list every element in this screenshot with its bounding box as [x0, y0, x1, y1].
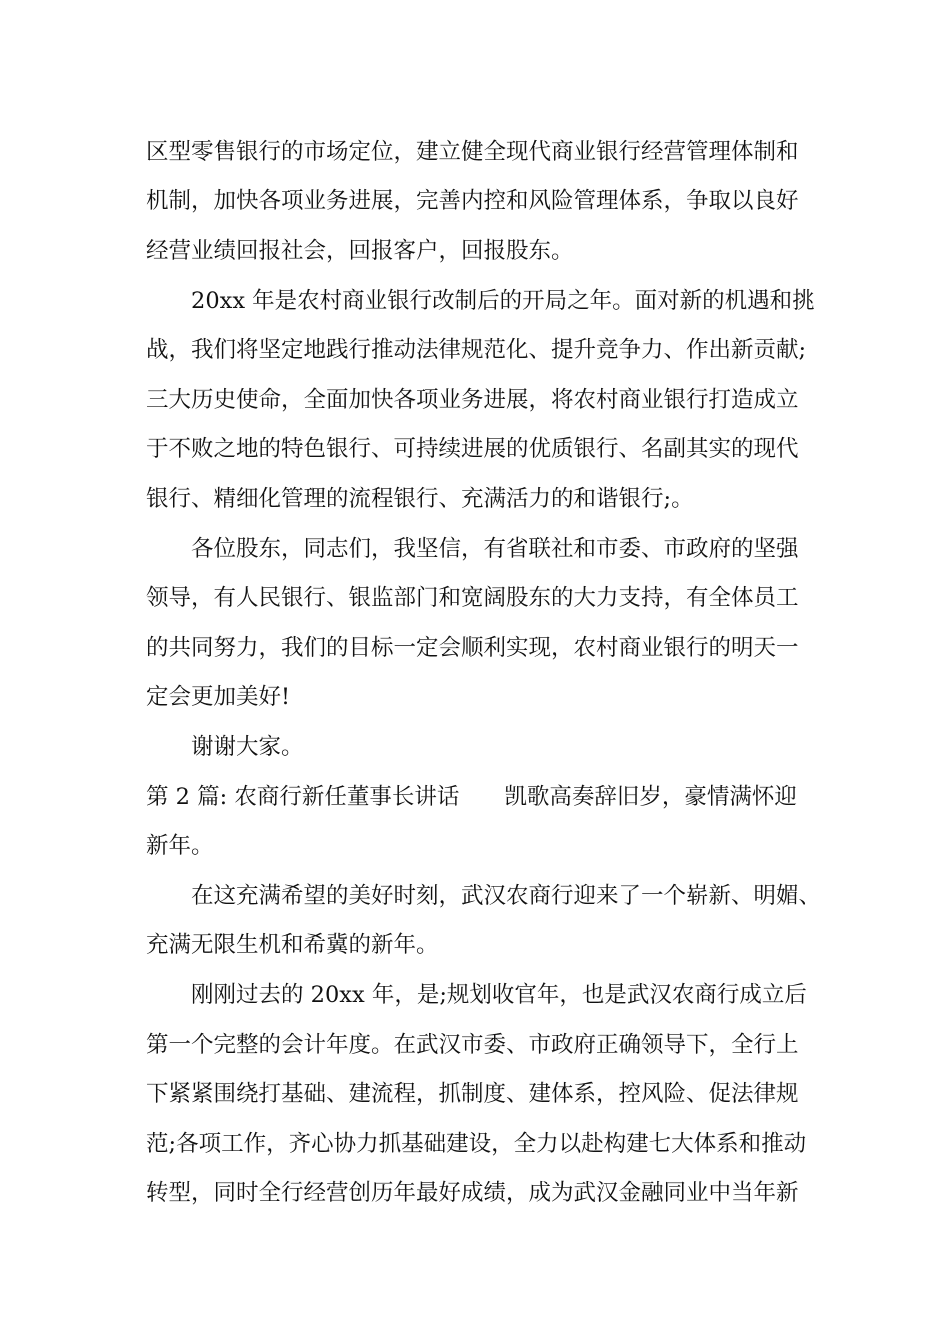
text-line: 的共同努力，我们的目标一定会顺利实现，农村商业银行的明天一: [146, 635, 799, 661]
text-line: 充满无限生机和希冀的新年。: [146, 932, 439, 958]
text-line: 谢谢大家。: [191, 734, 304, 760]
section-heading: 第 2 篇: 农商行新任董事长讲话 凯歌高奏辞旧岁，豪情满怀迎: [146, 784, 797, 810]
text-line: 机制，加快各项业务进展，完善内控和风险管理体系，争取以良好: [146, 188, 799, 214]
text-line: 定会更加美好!: [146, 684, 291, 710]
text-line: 刚刚过去的 20xx 年，是;规划收官年，也是武汉农商行成立后: [191, 982, 807, 1008]
text-line: 三大历史使命，全面加快各项业务进展，将农村商业银行打造成立: [146, 387, 799, 413]
text-line: 新年。: [146, 833, 214, 859]
text-line: 20xx 年是农村商业银行改制后的开局之年。面对新的机遇和挑: [191, 288, 815, 314]
text-line: 领导，有人民银行、银监部门和宽阔股东的大力支持，有全体员工: [146, 585, 799, 611]
text-line: 下紧紧围绕打基础、建流程，抓制度、建体系，控风险、促法律规: [146, 1081, 799, 1107]
text-line: 经营业绩回报社会，回报客户，回报股东。: [146, 238, 574, 264]
text-line: 战，我们将坚定地践行推动法律规范化、提升竞争力、作出新贡献;: [146, 337, 807, 363]
text-line: 各位股东，同志们，我坚信，有省联社和市委、市政府的坚强: [191, 536, 799, 562]
text-line: 第一个完整的会计年度。在武汉市委、市政府正确领导下，全行上: [146, 1032, 799, 1058]
text-line: 转型，同时全行经营创历年最好成绩，成为武汉金融同业中当年新: [146, 1180, 799, 1206]
text-line: 范;各项工作，齐心协力抓基础建设，全力以赴构建七大体系和推动: [146, 1131, 807, 1157]
text-line: 于不败之地的特色银行、可持续进展的优质银行、名副其实的现代: [146, 436, 799, 462]
text-line: 在这充满希望的美好时刻，武汉农商行迎来了一个崭新、明媚、: [191, 883, 822, 909]
text-line: 区型零售银行的市场定位，建立健全现代商业银行经营管理体制和: [146, 139, 799, 165]
text-line: 银行、精细化管理的流程银行、充满活力的和谐银行;。: [146, 486, 694, 512]
